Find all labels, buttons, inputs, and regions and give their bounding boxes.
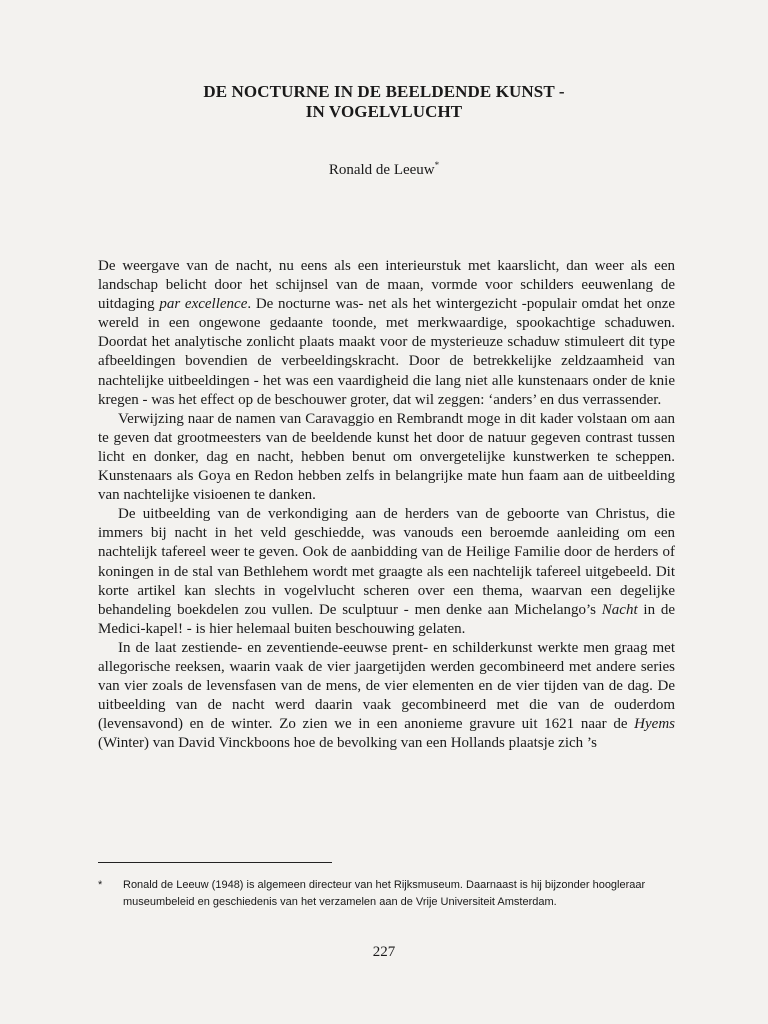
- paragraph-3: [98, 505, 675, 639]
- paragraph-4: [98, 639, 675, 754]
- paragraph-1-text-a: De weergave van de nacht, nu eens als een interieurstuk met kaarslicht, dan weer als een landschap belicht door het schijnsel van de maan, vormde voor schilders eeuwenlang de uitdaging: [98, 258, 675, 313]
- paragraph-2: Verwijzing naar de namen van Caravaggio en Rembrandt moge in dit kader volstaan om aan te geven dat grootmeesters van de beeldende kunst het door de natuur gegeven contrast tussen licht en donker, dag en nacht, hebben benut om onvergetelijke kunstwerken te scheppen. Kunstenaars als Goya en Redon hebben zelfs in belangrijke mate hun faam aan de uitbeelding van nachtelijke visioenen te danken.: [98, 410, 675, 504]
- paragraph-3-text-a: De uitbeelding van de verkondiging aan de herders van de geboorte van Christus, die immers bij nacht in het veld geschiedde, was vanouds een beroemde aanleiding om een nachtelijk tafereel weer te geven. Ook de aanbidding van de Heilige Familie door de herders of koningen in de stal van Bethlehem wordt met graagte als een nachtelijk tafereel uitgebeeld. Dit korte artikel kan slechts in vogelvlucht scheren over een thema, waarvan een degelijke behandeling boekdelen zou vullen. De sculptuur - men denke aan Michelango’s: [98, 506, 675, 618]
- author-name: Ronald de Leeuw: [328, 162, 435, 178]
- footnote-marker: *: [98, 879, 103, 891]
- title-line-2: IN VOGELVLUCHT: [305, 102, 463, 121]
- footnote-divider: [98, 862, 332, 863]
- article-title: [0, 82, 768, 122]
- footnote: [98, 877, 675, 911]
- paragraph-4-text-b: (Winter) van David Vinckboons hoe de bevolking van een Hollands plaatsje zich ’s: [98, 735, 597, 752]
- author-footnote-marker: *: [434, 160, 440, 170]
- paragraph-4-italic: Hyems: [634, 716, 675, 733]
- paragraph-1-text-b: . De nocturne was- net als het wintergezicht -populair omdat het onze wereld in een ongewone gedaante toonde, met merkwaardige, spookachtige schaduwen. Doordat het analytische zonlicht plaats maakt voor de mysterieuze schaduw stimuleert dit type afbeeldingen bovendien de verbeeldingskracht. Door de betrekkelijke zeldzaamheid van nachtelijke uitbeeldingen - het was een vaardigheid die lang niet alle kunstenaars onder de knie kregen - was het effect op de beschouwer groter, dat wil zeggen: ‘anders’ en dus verrassender.: [98, 296, 676, 408]
- page-number: 227: [372, 944, 396, 960]
- paragraph-1-italic: par excellence: [159, 296, 248, 313]
- paragraph-3-text-b: in de Medici-kapel! - is hier helemaal buiten beschouwing gelaten.: [98, 601, 675, 637]
- paragraph-3-italic: Nacht: [601, 601, 638, 618]
- title-line-1: DE NOCTURNE IN DE BEELDENDE KUNST -: [203, 82, 565, 101]
- author-byline: [0, 161, 768, 179]
- paragraph-1: [98, 257, 675, 410]
- paragraph-4-text-a: In de laat zestiende- en zeventiende-eeuwse prent- en schilderkunst werkte men graag met allegorische reeksen, waarin vaak de vier jaargetijden werden gecombineerd met andere series van vier zoals de levensfasen van de mens, de vier elementen en de vier tijden van de dag. De uitbeelding van de nacht werd daarin vaak gecombineerd met die van de ouderdom (levensavond) en de winter. Zo zien we in een anonieme gravure uit 1621 naar de: [98, 639, 675, 733]
- footnote-text: Ronald de Leeuw (1948) is algemeen directeur van het Rijksmuseum. Daarnaast is hij bijzonder hoogleraar museumbeleid en geschiedenis van het verzamelen aan de Vrije Universiteit Amsterdam.: [123, 879, 646, 908]
- article-body: [98, 257, 675, 753]
